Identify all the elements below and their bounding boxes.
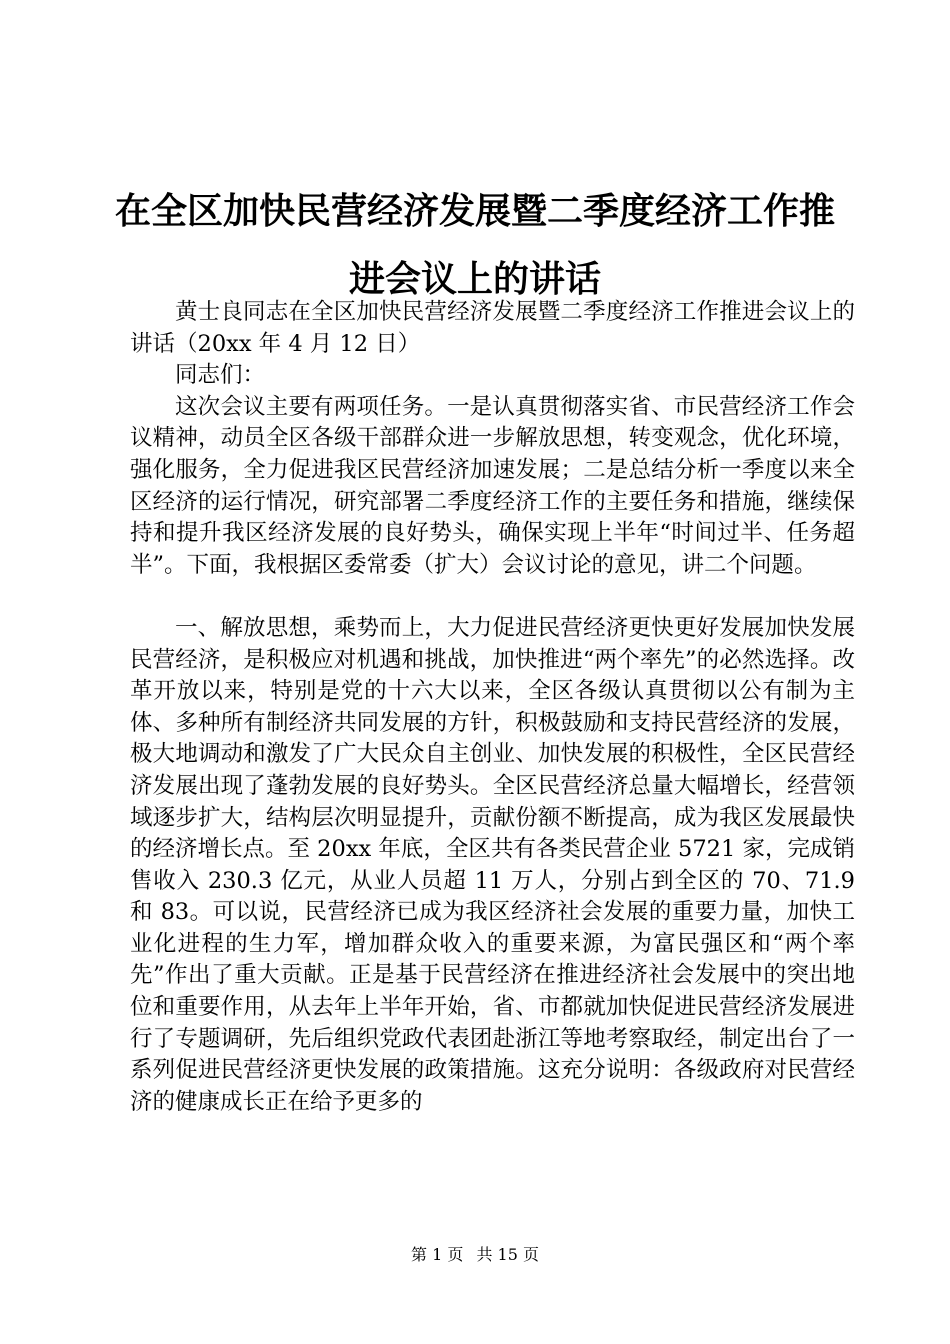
page-footer (0, 1242, 950, 1265)
document-body (130, 297, 855, 1118)
page-number: 第 1 页 (411, 1245, 464, 1264)
intro-paragraph: 这次会议主要有两项任务。一是认真贯彻落实省、市民营经济工作会议精神，动员全区各级干部群众进一步解放思想，转变观念，优化环境，强化服务，全力促进我区民营经济加速发展；二是总结分析一季度以来全区经济的运行情况，研究部署二季度经济工作的主要任务和措施，继续保持和提升我区经济发展的良好势头，确保实现上半年“时间过半、任务超半”。下面，我根据区委常委（扩大）会议讨论的意见，讲二个问题。 (130, 393, 855, 578)
title-line-2: 进会议上的讲话 (348, 259, 601, 300)
byline-paragraph: 黄士良同志在全区加快民营经济发展暨二季度经济工作推进会议上的讲话（20xx 年 4 月 12 日） (130, 299, 855, 357)
document-title (110, 178, 840, 314)
title-line-1: 在全区加快民营经济发展暨二季度经济工作推 (114, 191, 835, 232)
page-total: 共 15 页 (476, 1245, 539, 1264)
section-one-paragraph: 一、解放思想，乘势而上，大力促进民营经济更快更好发展加快发展民营经济，是积极应对机遇和挑战，加快推进“两个率先”的必然选择。改革开放以来，特别是党的十六大以来，全区各级认真贯彻以公有制为主体、多种所有制经济共同发展的方针，积极鼓励和支持民营经济的发展，极大地调动和激发了广大民众自主创业、加快发展的积极性，全区民营经济发展出现了蓬勃发展的良好势头。全区民营经济总量大幅增长，经营领域逐步扩大，结构层次明显提升，贡献份额不断提高，成为我区发展最快的经济增长点。至 20xx 年底，全区共有各类民营企业 5721 家，完成销售收入 230.3 亿元，从业人员超 11 万人，分别占到全区的 70、71.9 和 83。可以说，民营经济已成为我区经济社会发展的重要力量，加快工业化进程的生力军，增加群众收入的重要来源，为富民强区和“两个率先”作出了重大贡献。正是基于民营经济在推进经济社会发展中的突出地位和重要作用，从去年上半年开始，省、市都就加快促进民营经济发展进行了专题调研，先后组织党政代表团赴浙江等地考察取经，制定出台了一系列促进民营经济更快发展的政策措施。这充分说明：各级政府对民营经济的健康成长正在给予更多的 (130, 614, 855, 1115)
salutation: 同志们： (175, 362, 266, 389)
